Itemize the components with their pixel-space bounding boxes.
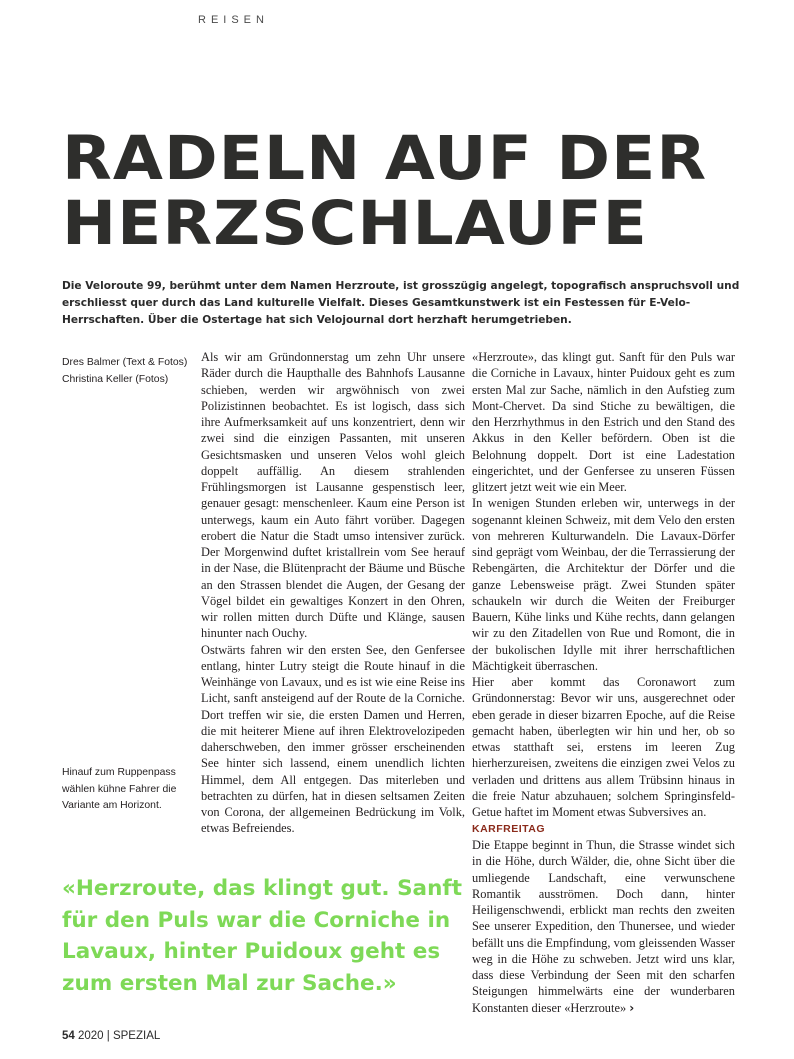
paragraph: Hier aber kommt das Coronawort zum Gründonnerstag: Bevor wir uns, ausgerechnet oder eben gerade in dieser bizarren Epoche, auf die Reise gemacht haben, überlegten wir hin und her, ob so etwas statthaft sei, erstens im leeren Zug hierherzureisen, zweitens die einzigen zwei Velos zu verladen und drittens aus allem Trübsinn hinaus in die freie Natur abzuhauen; solchem Springinsfeld-Getue haftet im Moment etwas Subversives an.: [472, 675, 735, 819]
photo-caption: Hinauf zum Ruppenpass wählen kühne Fahrer die Variante am Horizont.: [62, 767, 177, 811]
issue-label: 2020 | SPEZIAL: [78, 1030, 161, 1042]
title-line-2: HERZSCHLAUFE: [62, 188, 648, 259]
continue-arrow-icon: ›: [629, 1000, 635, 1015]
body-column-2: [472, 349, 735, 820]
credit-photographer: Christina Keller (Fotos): [62, 374, 169, 385]
article-lead: Die Veloroute 99, berühmt unter dem Namen Herzroute, ist grosszügig angelegt, topografisch anspruchsvoll und erschliesst quer durch das Land kulturelle Vielfalt. Dieses Gesamtkunstwerk ist ein Festessen für E-Velo-Herrschaften. Über die Ostertage hat sich Velojournal dort herzhaft herumgetrieben.: [62, 280, 740, 326]
section-label: REISEN: [198, 14, 269, 26]
paragraph: In wenigen Stunden erleben wir, unterwegs in der sogenannt kleinen Schweiz, mit dem Velo den ersten von mehreren Kulturwandeln. Die Lavaux-Dörfer sind geprägt vom Weinbau, der die Terrassierung der Rebengärten, die Architektur der Dörfer und die ganze Lebensweise prägt. Zwei Stunden später schaukeln wir durch die Weiten der Freiburger Bauern, Kühe links und Kühe rechts, dann gelangen wir zu den Zitadellen von Rue und Romont, die in der bukolischen Idylle mit ihrer herrschaftlichen Mächtigkeit überraschen.: [472, 496, 735, 673]
paragraph: [472, 837, 735, 1016]
author-credits: [62, 354, 194, 388]
body-column-1: [201, 349, 465, 837]
paragraph-text: Die Etappe beginnt in Thun, die Strasse windet sich in die Höhe, durch Wälder, die, ohne Sicht über die umliegende Landschaft, eine verwunschene Romantik ausströmen. Doch dann, hinter Heiligenschwendi, erblickt man rechts den zweiten See unserer Expedition, den Thunersee, und wieder befällt uns die Empfindung, vom gleissenden Wasser weg in die Höhe zu schweben. Jetzt wird uns klar, dass diese Verbindung der Seen mit den scharfen Steigungen himmelwärts eine der wunderbaren Konstanten dieser «Herzroute»: [472, 838, 735, 1015]
page-number: 54: [62, 1030, 75, 1042]
body-column-2-continued: [472, 823, 735, 1016]
pull-quote: «Herzroute, das klingt gut. Sanft für den Puls war die Corniche in Lavaux, hinter Puidoux geht es zum ersten Mal zur Sache.»: [62, 876, 463, 996]
title-line-1: RADELN AUF DER: [62, 123, 708, 194]
paragraph: Ostwärts fahren wir den ersten See, den Genfersee entlang, hinter Lutry steigt die Route hinauf in die Weinhänge von Lavaux, und es ist wie eine Reise ins Licht, sanft ansteigend auf der Route de la Corniche. Dort treffen wir sie, die ersten Damen und Herren, die mit heiterer Miene auf ihren Elektrovelozipeden daherschweben, den immer grösser erscheinenden See hinter sich lassend, einem unendlich lichten Himmel, dem All entgegen. Das miterleben und betrachten zu dürfen, hat in diesen seltsamen Zeiten von Corona, der allgemeinen Bedrückung im Volk, etwas Befreiendes.: [201, 642, 465, 836]
credit-author: Dres Balmer (Text & Fotos): [62, 357, 188, 368]
paragraph: Als wir am Gründonnerstag um zehn Uhr unsere Räder durch die Haupthalle des Bahnhofs Lausanne schieben, werden wir argwöhnisch von zwei Polizistinnen beobachtet. Es ist logisch, dass sich ihre Aufmerksamkeit auf uns konzentriert, denn wir zwei sind die einzigen Passanten, mit unseren Gesichtsmasken und unseren Velos wohl gleich doppelt auffällig. An diesem strahlenden Frühlingsmorgen ist Lausanne gespenstisch leer, genauer gesagt: menschenleer. Kaum eine Person ist unterwegs, kaum ein Auto fährt vorüber. Dagegen erobert die Natur die Stadt umso intensiver zurück. Der Morgenwind duftet kristallrein vom See herauf in der Nase, die Blütenpracht der Bäume und Büsche an den Strassen blendet die Augen, der Gesang der Vögel bildet ein gewaltiges Konzert in den Ohren, wir rollen mitten durch Düfte und Klänge, sausen hinunter nach Ouchy.: [201, 350, 465, 641]
page-footer: [62, 1030, 160, 1042]
article-title: [62, 123, 794, 259]
paragraph: «Herzroute», das klingt gut. Sanft für den Puls war die Corniche in Lavaux, hinter Puidoux geht es zum ersten Mal zur Sache, nämlich in den Aufstieg zum Mont-Chervet. Da sind Stiche zu bewältigen, die den Herzrhythmus in den Estrich und den Stand des Akkus in den Keller befördern. Oben ist die Belohnung doppelt. Dort ist eine Ladestation eingerichtet, und der Genfersee zu unseren Füssen glitzert jetzt weit wie ein Meer.: [472, 350, 735, 494]
section-subhead: KARFREITAG: [472, 823, 546, 835]
